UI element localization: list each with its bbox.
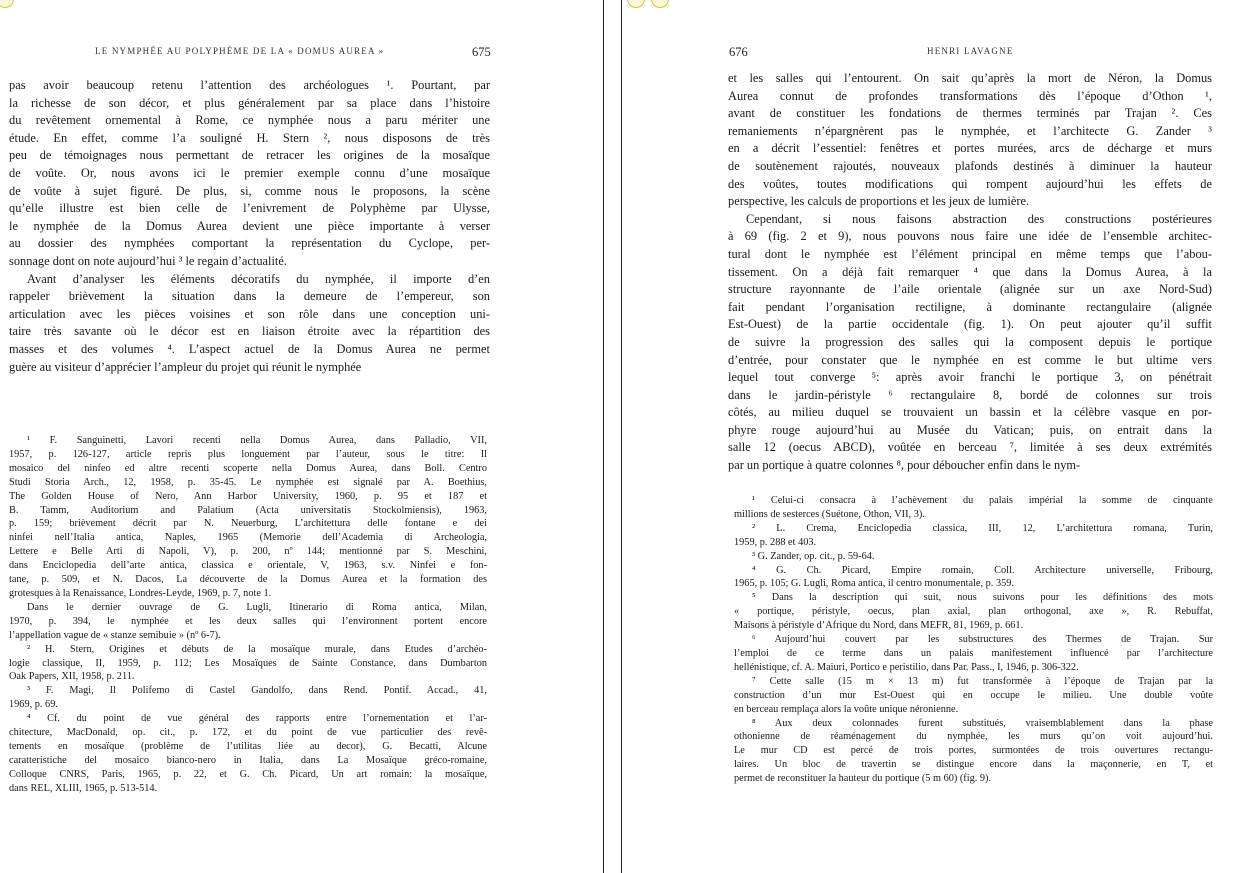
text-line: par un portique à quatre colonnes ⁸, pour déboucher enfin dans le nym- xyxy=(728,458,1081,473)
page-gutter xyxy=(603,0,622,873)
running-header: HENRI LAVAGNE xyxy=(927,46,1014,56)
footnotes xyxy=(734,494,1213,786)
text-line: fait pendant l’organisation rectiligne, à dominante rectangulaire (alignée xyxy=(728,299,1212,314)
text-line: ⁸ Aux deux colonnades furent substitués, vraisemblablement dans la phase xyxy=(752,717,1213,729)
text-line: 1969, p. 69. xyxy=(9,699,58,711)
text-line: sonnage dont on note aujourd’hui ³ le regain d’actualité. xyxy=(9,253,287,268)
text-line: l’appellation vague de « stanze semibuie » (nº 6-7). xyxy=(9,629,221,641)
text-line: à 69 (fig. 2 et 9), nous pouvons nous faire une idée de l’ensemble architec- xyxy=(728,229,1212,244)
text-line: hellénistique, cf. A. Maiuri, Portico e peristilio, dans Par. Pass., I, 1946, p. 306-322. xyxy=(734,661,1079,673)
text-line: Studi Storia Arch., 12, 1958, p. 35-45. Le nymphée est signalé par A. Boethius, xyxy=(9,476,487,488)
text-line: ⁶ Aujourd’hui couvert par les substructures des Thermes de Trajan. Sur xyxy=(752,634,1213,646)
text-line: ³ F. Magi, Il Polifemo di Castel Gandolfo, dans Rend. Pontif. Accad., 41, xyxy=(27,685,487,697)
text-line: grotesques à la Renaissance, Londres-Leyde, 1969, p. 7, note 1. xyxy=(9,587,272,599)
text-line: dans Enciclopedia dell’arte antica, classica e orientale, V, 1963, s.v. Ninfei e fon- xyxy=(9,560,487,572)
text-line: ⁷ Cette salle (15 m × 13 m) fut transformée à l’époque de Trajan par la xyxy=(752,675,1213,687)
text-line: ² H. Stern, Origines et débuts de la mosaïque murale, dans Etudes d’archéo- xyxy=(27,643,487,655)
text-line: tural dont le nymphée est l’élément principal en même temps que l’abou- xyxy=(728,246,1212,261)
text-line: peu de témoignages nous permettant de retracer les origines de la mosaïque xyxy=(9,148,490,163)
text-line: de soutènement rajoutés, nouveaux plafonds destinés à diminuer la hauteur xyxy=(728,158,1212,173)
text-line: remaniements n’épargnèrent pas le nymphée, et l’architecte G. Zander ³ xyxy=(728,123,1212,138)
text-line: Est-Ouest) de la partie occidentale (fig. 1). On peut ajouter qu’il suffit xyxy=(728,317,1212,332)
text-line: tissement. On a déjà fait remarquer ⁴ que dans la Domus Aurea, à la xyxy=(728,264,1212,279)
text-line: Le mur CD est percé de trois portes, surmontées de trois ouvertures rectangu- xyxy=(734,745,1213,757)
text-line: des voûtes, toutes modifications qui rompent aujourd’hui les effets de xyxy=(728,176,1212,191)
text-line: Maisons à péristyle d’Afrique du Nord, dans MEFR, 81, 1969, p. 661. xyxy=(734,620,1024,632)
text-line: mosaico del ninfeo ed altre recenti scoperte nella Domus Aurea, dans Boll. Centro xyxy=(9,462,487,474)
text-line: ² L. Crema, Enciclopedia classica, III, 12, L’architettura romana, Turin, xyxy=(752,522,1213,534)
text-line: tane, p. 509, et N. Dacos, La découverte de la Domus Aurea et la formation des xyxy=(9,574,487,586)
text-line: pas avoir beaucoup retenu l’attention des archéologues ¹. Pourtant, par xyxy=(9,78,490,92)
text-line: ¹ F. Sanguinetti, Lavori recenti nella Domus Aurea, dans Palladio, VII, xyxy=(27,435,487,446)
text-line: Cependant, si nous faisons abstraction des constructions postérieures xyxy=(746,211,1212,226)
text-line: ³ G. Zander, op. cit., p. 59-64. xyxy=(752,550,875,562)
text-line: 1957, p. 126-127, article repris plus longuement par l’auteur, sous le titre: Il xyxy=(9,448,487,460)
text-line: 1965, p. 105; G. Lugli, Roma antica, il centro monumentale, p. 359. xyxy=(734,578,1014,590)
text-line: caratteristiche del mosaico bianco-nero in Italia, dans La Mosaïque gréco-romaine, xyxy=(9,754,487,766)
running-header: LE NYMPHÉE AU POLYPHÈME DE LA « DOMUS AUREA » xyxy=(95,46,385,56)
text-line: Lettere e Belle Arti di Napoli, V), p. 200, nº 144; mentionné par S. Meschini, xyxy=(9,546,487,558)
text-line: permet de reconstituer la hauteur du portique (5 m 60) (fig. 9). xyxy=(734,773,992,785)
annotation-marker-icon[interactable] xyxy=(627,0,645,8)
text-line: ⁴ G. Ch. Picard, Empire romain, Coll. Architecture universelle, Fribourg, xyxy=(752,564,1213,576)
text-line: l’emploi de ce terme dans un palais manifestement influencé par l’architecture xyxy=(734,647,1213,659)
annotation-marker-icon[interactable] xyxy=(0,0,14,8)
text-line: laires. Un bloc de travertin se distingue encore dans la maçonnerie, en T, et xyxy=(734,759,1213,771)
text-line: Avant d’analyser les éléments décoratifs du nymphée, il importe d’en xyxy=(27,271,490,286)
text-line: perspective, les calculs de proportions et les jeux de lumière. xyxy=(728,194,1030,209)
text-line: ⁴ Cf. du point de vue général des rapports entre l’ornementation et l’ar- xyxy=(27,713,487,725)
text-line: chitecture, MacDonald, op. cit., p. 172, et du point de vue particulier des revê- xyxy=(9,727,487,739)
text-line: ¹ Celui-ci consacra à l’achèvement du palais impérial la somme de cinquante xyxy=(752,495,1213,506)
text-line: logie classique, II, 1959, p. 112; Les Mosaïques de Sainte Constance, dans Dumbarton xyxy=(9,657,487,669)
annotation-marker-icon[interactable] xyxy=(651,0,669,8)
text-line: côtés, au milieu duquel se trouvaient un bassin et la célèbre vasque en por- xyxy=(728,405,1212,420)
text-line: othonienne de réaménagement du nymphée, les murs qu’on voit aujourd’hui. xyxy=(734,731,1213,743)
text-line: ninfei nell’Italia antica, Naples, 1965 (Memorie dell’Academia di Archeologia, xyxy=(9,532,487,544)
text-line: ⁵ Dans la description qui suit, nous suivons pour les définitions des mots xyxy=(752,592,1213,604)
text-line: B. Tamm, Auditorium and Palatium (Acta universitatis Stockolmiensis), 1963, xyxy=(9,504,487,516)
text-line: Colloque CNRS, Paris, 1965, p. 22, et G. Ch. Picard, Un art romain: la mosaïque, xyxy=(9,768,487,780)
text-line: millions de sesterces (Suétone, Othon, VII, 3). xyxy=(734,508,925,520)
page-number: 675 xyxy=(472,45,491,59)
text-line: de suivre la progression des salles qui la composent depuis le portique xyxy=(728,334,1212,349)
text-line: 1970, p. 394, le nymphée et les deux salles qui l’environnent portent encore xyxy=(9,615,487,627)
page-divider xyxy=(603,0,604,873)
text-line: 1959, p. 288 et 403. xyxy=(734,536,817,548)
text-line: construction d’un mur Est-Ouest qui en occupe le milieu. Une double voûte xyxy=(734,689,1213,701)
text-line: de voûte à sujet figuré. De plus, si, comme nous le proposons, la scène xyxy=(9,183,490,198)
text-line: guère au visiteur d’apprécier l’ampleur du projet qui réunit le nymphée xyxy=(9,359,362,374)
text-line: du revêtement ornemental à Rome, ce nymphée nous a paru mériter une xyxy=(9,113,490,128)
page-number: 676 xyxy=(729,45,748,59)
text-line: taire très savante où le décor est en liaison étroite avec la répartition des xyxy=(9,324,490,339)
text-line: dans le jardin-péristyle ⁶ rectangulaire 8, bordé de colonnes sur trois xyxy=(728,387,1212,402)
text-line: et les salles qui l’entourent. On sait qu’après la mort de Néron, la Domus xyxy=(728,71,1212,85)
right-page xyxy=(622,0,1244,873)
text-line: rappeler brièvement la situation dans la demeure de l’empereur, son xyxy=(9,289,490,304)
text-line: avant de constituer les fondations de thermes terminés par Trajan ². Ces xyxy=(728,106,1212,121)
text-line: dans REL, XLIII, 1965, p. 513-514. xyxy=(9,782,158,794)
body-text xyxy=(728,70,1212,475)
text-line: The Golden House of Nero, Ann Harbor University, 1960, p. 95 et 187 et xyxy=(9,490,487,502)
text-line: Aurea connut de profondes transformations dès l’époque d’Othon ¹, xyxy=(728,88,1212,103)
text-line: la richesse de son décor, et plus généralement par sa place dans l’histoire xyxy=(9,95,490,110)
text-line: masses et des volumes ⁴. L’aspect actuel de la Domus Aurea ne permet xyxy=(9,341,490,356)
left-page xyxy=(0,0,603,873)
footnotes xyxy=(9,434,487,796)
text-line: lequel tout converge ⁵: après avoir franchi le portique 3, on pénétrait xyxy=(728,370,1212,385)
text-line: articulation avec les pièces voisines et son rôle dans une conception uni- xyxy=(9,306,490,321)
text-line: en berceau remplaça alors la voûte unique néronienne. xyxy=(734,703,959,715)
text-line: au dossier des nymphées comportant la représentation du Cyclope, per- xyxy=(9,236,490,251)
text-line: p. 159; brièvement décrit par N. Neuerburg, L’architettura delle fontane e dei xyxy=(9,518,487,530)
text-line: phyre rouge aujourd’hui au Musée du Vatican; puis, on entrait dans la xyxy=(728,422,1212,437)
text-line: Oak Papers, XII, 1958, p. 211. xyxy=(9,671,135,683)
text-line: « portique, péristyle, oecus, plan axial, plan orthogonal, axe », R. Rebuffat, xyxy=(734,606,1213,618)
text-line: qu’elle illustre est bien celle de l’enivrement de Polyphème par Ulysse, xyxy=(9,201,490,216)
text-line: le nymphée de la Domus Aurea devient une pièce importante à verser xyxy=(9,218,490,233)
text-line: tements en mosaïque (problème de l’utilitas liée au decor), G. Becatti, Alcune xyxy=(9,740,487,752)
body-text xyxy=(9,77,490,376)
text-line: de voûte. Or, nous avons ici le premier exemple connu d’une mosaïque xyxy=(9,165,490,180)
text-line: Dans le dernier ouvrage de G. Lugli, Itinerario di Roma antica, Milan, xyxy=(27,601,487,613)
text-line: étude. En effet, comme l’a souligné H. Stern ², nous disposons de très xyxy=(9,130,490,145)
text-line: salle 12 (oecus ABCD), voûtée en berceau ⁷, limitée à ses deux extrémités xyxy=(728,440,1212,455)
text-line: en a décrit l’essentiel: fenêtres et portes murées, arcs de décharge et murs xyxy=(728,141,1212,156)
text-line: structure rayonnante de l’aile orientale (alignée sur un axe Nord-Sud) xyxy=(728,282,1212,297)
text-line: d’entrée, pour constater que le nymphée en est comme le but ultime vers xyxy=(728,352,1212,367)
